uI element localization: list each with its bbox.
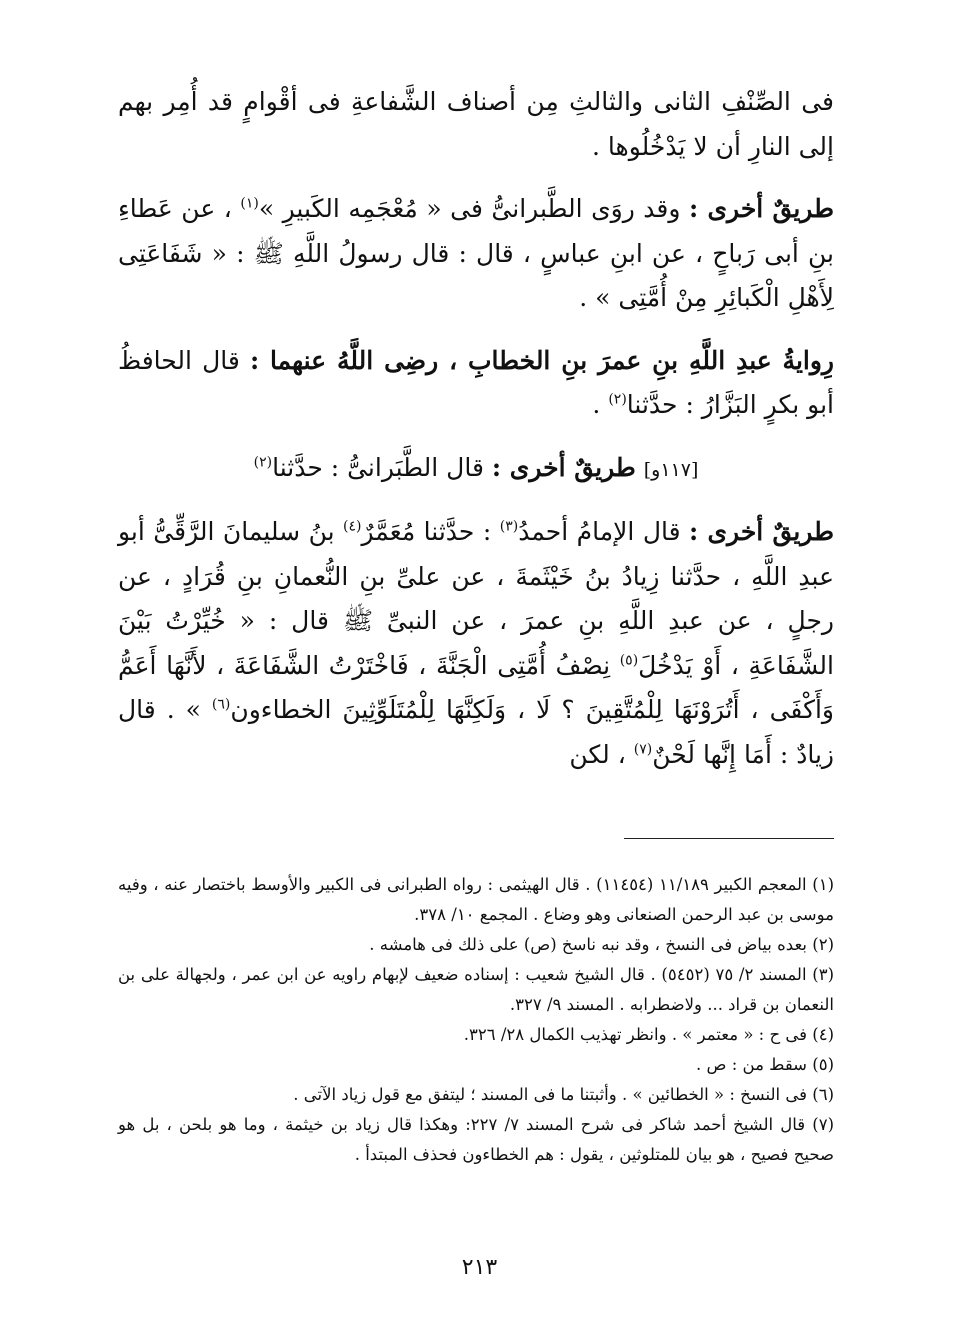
footnote-ref[interactable]: (٧) xyxy=(633,741,653,758)
footnote-4: (٤) فى ح : « معتمر » . وانظر تهذيب الكمال ٢٨/ ٣٢٦. xyxy=(463,1025,834,1044)
section-lead: طريقٌ أخرى : xyxy=(491,452,636,482)
footnote-divider xyxy=(624,838,834,839)
page-number: ٢١٣ xyxy=(461,1255,498,1280)
footnote-ref[interactable]: (٤) xyxy=(343,518,362,535)
paragraph-text: بنُ سليمانَ الرَّقِّىُّ أبو عبدِ اللَّهِ ، حدَّثنا زِيادُ بنُ خَيْثَمةَ ، عن علىِّ بنِ النُّعمانِ بنِ قُرَادٍ ، عن رجلٍ ، عن عبدِ اللَّهِ بنِ عمرَ ، عن النبىِّ ﷺ قال : « خُيِّرْتُ بَيْنَ الشَّفَاعَةِ ، أَوْ يَدْخُلَ xyxy=(118,517,834,680)
paragraph-text: ، عن عَطاءِ بنِ أبى رَباحٍ ، عن ابنِ عباسٍ ، قال : قال رسولُ اللَّهِ ﷺ : « شَفَاعَتِى لِأَهْلِ الْكَبائِرِ مِنْ أُمَّتِى » . xyxy=(118,194,834,312)
paragraph-text: فى الصِّنْفِ الثانى والثالثِ مِن أصناف الشَّفاعةِ فى أقْوامٍ قد أُمِر بهم إلى النارِ أن لا يَدْخُلُوها . xyxy=(118,87,834,161)
paragraph-text: وقد روَى الطَّبرانىُّ فى « مُعْجَمِه الكَبيرِ » xyxy=(258,194,689,223)
paragraph-text: » . قال زيادٌ : أَمَا إِنَّها لَحْنٌ xyxy=(118,695,834,769)
footnote-ref[interactable]: (٦) xyxy=(211,696,231,713)
footnote-ref[interactable]: (٢) xyxy=(253,454,273,471)
footnote-2: (٢) بعده بياض فى النسخ ، وقد نبه ناسخ (ص) على ذلك فى هامشه . xyxy=(369,935,834,954)
paragraph-text: قال الإمامُ أحمدُ xyxy=(518,517,690,546)
paragraph-2 xyxy=(118,187,834,321)
main-text xyxy=(118,80,834,795)
paragraph-text: . xyxy=(592,390,609,419)
footnote-ref[interactable]: (٢) xyxy=(608,391,627,408)
footnote-5: (٥) سقط من : ص . xyxy=(696,1055,834,1074)
footnote-ref[interactable]: (٣) xyxy=(499,518,519,535)
section-lead: طريقٌ أخرى : xyxy=(689,517,834,546)
footnote-3: (٣) المسند ٢/ ٧٥ (٥٤٥٢) . قال الشيخ شعيب : إسناده ضعيف لإبهام راويه عن ابن عمر ، ولجهالة على بن النعمان بن قراد ... ولاضطرابه . المسند ٩/ ٣٢٧. xyxy=(118,965,834,1014)
paragraph-text: قال الحافظُ أبو بكرٍ البَزَّارُ : حدَّثنا xyxy=(118,345,834,419)
paragraph-text: نِصْفُ أُمَّتِى الْجَنَّةَ ، فَاخْتَرْتُ الشَّفَاعَةَ ، لأَنَّهَا أَعَمُّ وَأَكْفَى ، أَتُرَوْنَهَا لِلْمُتَّقِينَ ؟ لَا ، وَلَكِنَّهَا لِلْمُتَلَوِّثِينَ الخطاءون xyxy=(118,650,834,724)
paragraph-text: قال الطَّبَرانىُّ : حدَّثنا xyxy=(272,452,492,482)
section-lead: رِوايةُ عبدِ اللَّهِ بنِ عمرَ بنِ الخطابِ ، رضِى اللَّهُ عنهما : xyxy=(249,345,834,375)
footnote-7: (٧) قال الشيخ أحمد شاكر فى شرح المسند ٧/ ٢٢٧: وهكذا قال زياد بن خيثمة ، وما هو بلحن ، بل هو صحيح فصيح ، هو بيان للمتلوثين ، يقول : هم الخطاءون فحذف المبتدأ . xyxy=(118,1115,834,1164)
paragraph-4 xyxy=(118,446,834,493)
paragraph-text: ، لكن xyxy=(569,739,634,769)
footnote-ref[interactable]: (٥) xyxy=(619,652,639,669)
paragraph-text: : حدَّثنا مُعَمَّرٌ xyxy=(361,517,500,546)
paragraph-1 xyxy=(118,80,834,169)
folio-marker: [١١٧و] xyxy=(643,458,699,481)
footnote-1: (١) المعجم الكبير ١١/١٨٩ (١١٤٥٤) . قال الهيثمى : رواه الطبرانى فى الكبير والأوسط باختصار عنه ، وفيه موسى بن عبد الرحمن الصنعانى وهو وضاع . المجمع ١٠/ ٣٧٨. xyxy=(118,875,834,924)
paragraph-3 xyxy=(118,339,834,428)
paragraph-5 xyxy=(118,510,834,777)
footnote-6: (٦) فى النسخ : « الخطائين » . وأثبتنا ما فى المسند ؛ ليتفق مع قول زياد الآتى . xyxy=(293,1085,834,1104)
footnote-ref[interactable]: (١) xyxy=(240,195,259,212)
footnotes xyxy=(118,870,834,1170)
section-lead: طريقٌ أخرى : xyxy=(688,194,834,223)
